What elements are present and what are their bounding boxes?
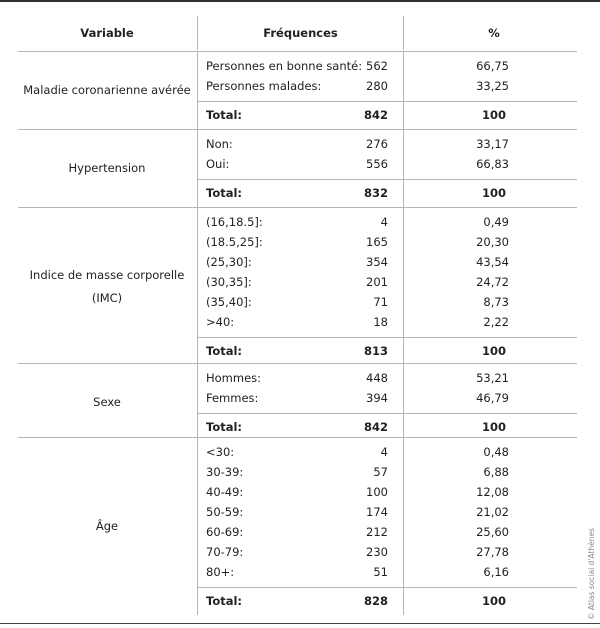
group-separator — [18, 129, 577, 130]
total-separator — [197, 413, 577, 414]
column-divider — [197, 51, 198, 129]
total-separator — [197, 101, 577, 102]
row-percent: 53,21 — [476, 371, 509, 385]
group-separator — [18, 437, 577, 438]
total-label: Total: — [206, 420, 243, 434]
row-frequency: 4 — [380, 445, 388, 459]
row-frequency: 230 — [366, 545, 388, 559]
table-top-border — [0, 0, 600, 2]
total-separator — [197, 337, 577, 338]
row-frequency: 71 — [373, 295, 388, 309]
row-label: >40: — [206, 315, 235, 329]
row-percent: 12,08 — [476, 485, 509, 499]
row-percent: 66,83 — [476, 157, 509, 171]
row-percent: 46,79 — [476, 391, 509, 405]
row-label: Non: — [206, 137, 233, 151]
row-frequency: 201 — [366, 275, 388, 289]
row-label: (16,18.5]: — [206, 215, 263, 229]
row-frequency: 212 — [366, 525, 388, 539]
group-separator — [18, 363, 577, 364]
row-percent: 24,72 — [476, 275, 509, 289]
row-label: 60-69: — [206, 525, 244, 539]
row-label: 70-79: — [206, 545, 244, 559]
row-frequency: 354 — [366, 255, 388, 269]
total-label: Total: — [206, 186, 243, 200]
group-separator — [18, 207, 577, 208]
row-frequency: 174 — [366, 505, 388, 519]
column-divider — [403, 16, 404, 50]
row-percent: 43,54 — [476, 255, 509, 269]
column-divider — [403, 207, 404, 365]
row-label: Hommes: — [206, 371, 262, 385]
row-frequency: 448 — [366, 371, 388, 385]
variable-name: Maladie coronarienne avérée — [23, 83, 191, 97]
row-label: (18.5,25]: — [206, 235, 263, 249]
row-percent: 0,48 — [483, 445, 509, 459]
row-label: Personnes en bonne santé: — [206, 59, 363, 73]
total-percent: 100 — [481, 108, 506, 122]
row-percent: 33,17 — [476, 137, 509, 151]
row-frequency: 556 — [366, 157, 388, 171]
column-divider — [403, 437, 404, 615]
total-percent: 100 — [481, 344, 506, 358]
row-label: (35,40]: — [206, 295, 252, 309]
total-frequency: 832 — [363, 186, 388, 200]
total-frequency: 842 — [363, 108, 388, 122]
row-label: 50-59: — [206, 505, 244, 519]
row-percent: 8,73 — [483, 295, 509, 309]
row-frequency: 18 — [373, 315, 388, 329]
column-divider — [197, 207, 198, 365]
row-label: Femmes: — [206, 391, 259, 405]
total-label: Total: — [206, 594, 243, 608]
row-frequency: 165 — [366, 235, 388, 249]
column-divider — [197, 129, 198, 207]
column-divider — [197, 16, 198, 50]
row-percent: 2,22 — [483, 315, 509, 329]
row-frequency: 51 — [373, 565, 388, 579]
row-frequency: 280 — [366, 79, 388, 93]
total-separator — [197, 587, 577, 588]
row-label: (25,30]: — [206, 255, 252, 269]
row-percent: 66,75 — [476, 59, 509, 73]
row-frequency: 57 — [373, 465, 388, 479]
table-bottom-border — [0, 623, 600, 624]
row-percent: 20,30 — [476, 235, 509, 249]
row-label: Oui: — [206, 157, 230, 171]
row-percent: 6,88 — [483, 465, 509, 479]
total-frequency: 842 — [363, 420, 388, 434]
row-label: 80+: — [206, 565, 235, 579]
row-percent: 25,60 — [476, 525, 509, 539]
total-frequency: 828 — [363, 594, 388, 608]
copyright-credit: © Atlas social d'Athènes — [587, 528, 596, 620]
row-frequency: 394 — [366, 391, 388, 405]
column-divider — [197, 363, 198, 441]
column-divider — [197, 437, 198, 615]
row-frequency: 4 — [380, 215, 388, 229]
total-percent: 100 — [481, 186, 506, 200]
total-percent: 100 — [481, 594, 506, 608]
total-frequency: 813 — [363, 344, 388, 358]
total-label: Total: — [206, 108, 243, 122]
total-separator — [197, 179, 577, 180]
row-frequency: 276 — [366, 137, 388, 151]
row-frequency: 100 — [366, 485, 388, 499]
row-percent: 0,49 — [483, 215, 509, 229]
row-label: 30-39: — [206, 465, 244, 479]
row-label: 40-49: — [206, 485, 244, 499]
group-separator — [18, 51, 577, 52]
header-variable: Variable — [80, 26, 134, 40]
total-label: Total: — [206, 344, 243, 358]
header-percent: % — [488, 26, 500, 40]
row-label: <30: — [206, 445, 235, 459]
variable-name: Indice de masse corporelle (IMC) — [29, 268, 185, 305]
total-percent: 100 — [481, 420, 506, 434]
row-percent: 27,78 — [476, 545, 509, 559]
row-frequency: 562 — [366, 59, 388, 73]
variable-name: Âge — [95, 519, 119, 533]
row-label: (30,35]: — [206, 275, 252, 289]
row-label: Personnes malades: — [206, 79, 322, 93]
row-percent: 33,25 — [476, 79, 509, 93]
variable-name: Hypertension — [68, 161, 146, 175]
row-percent: 6,16 — [483, 565, 509, 579]
header-frequences: Fréquences — [263, 26, 338, 40]
row-percent: 21,02 — [476, 505, 509, 519]
variable-name: Sexe — [93, 395, 121, 409]
